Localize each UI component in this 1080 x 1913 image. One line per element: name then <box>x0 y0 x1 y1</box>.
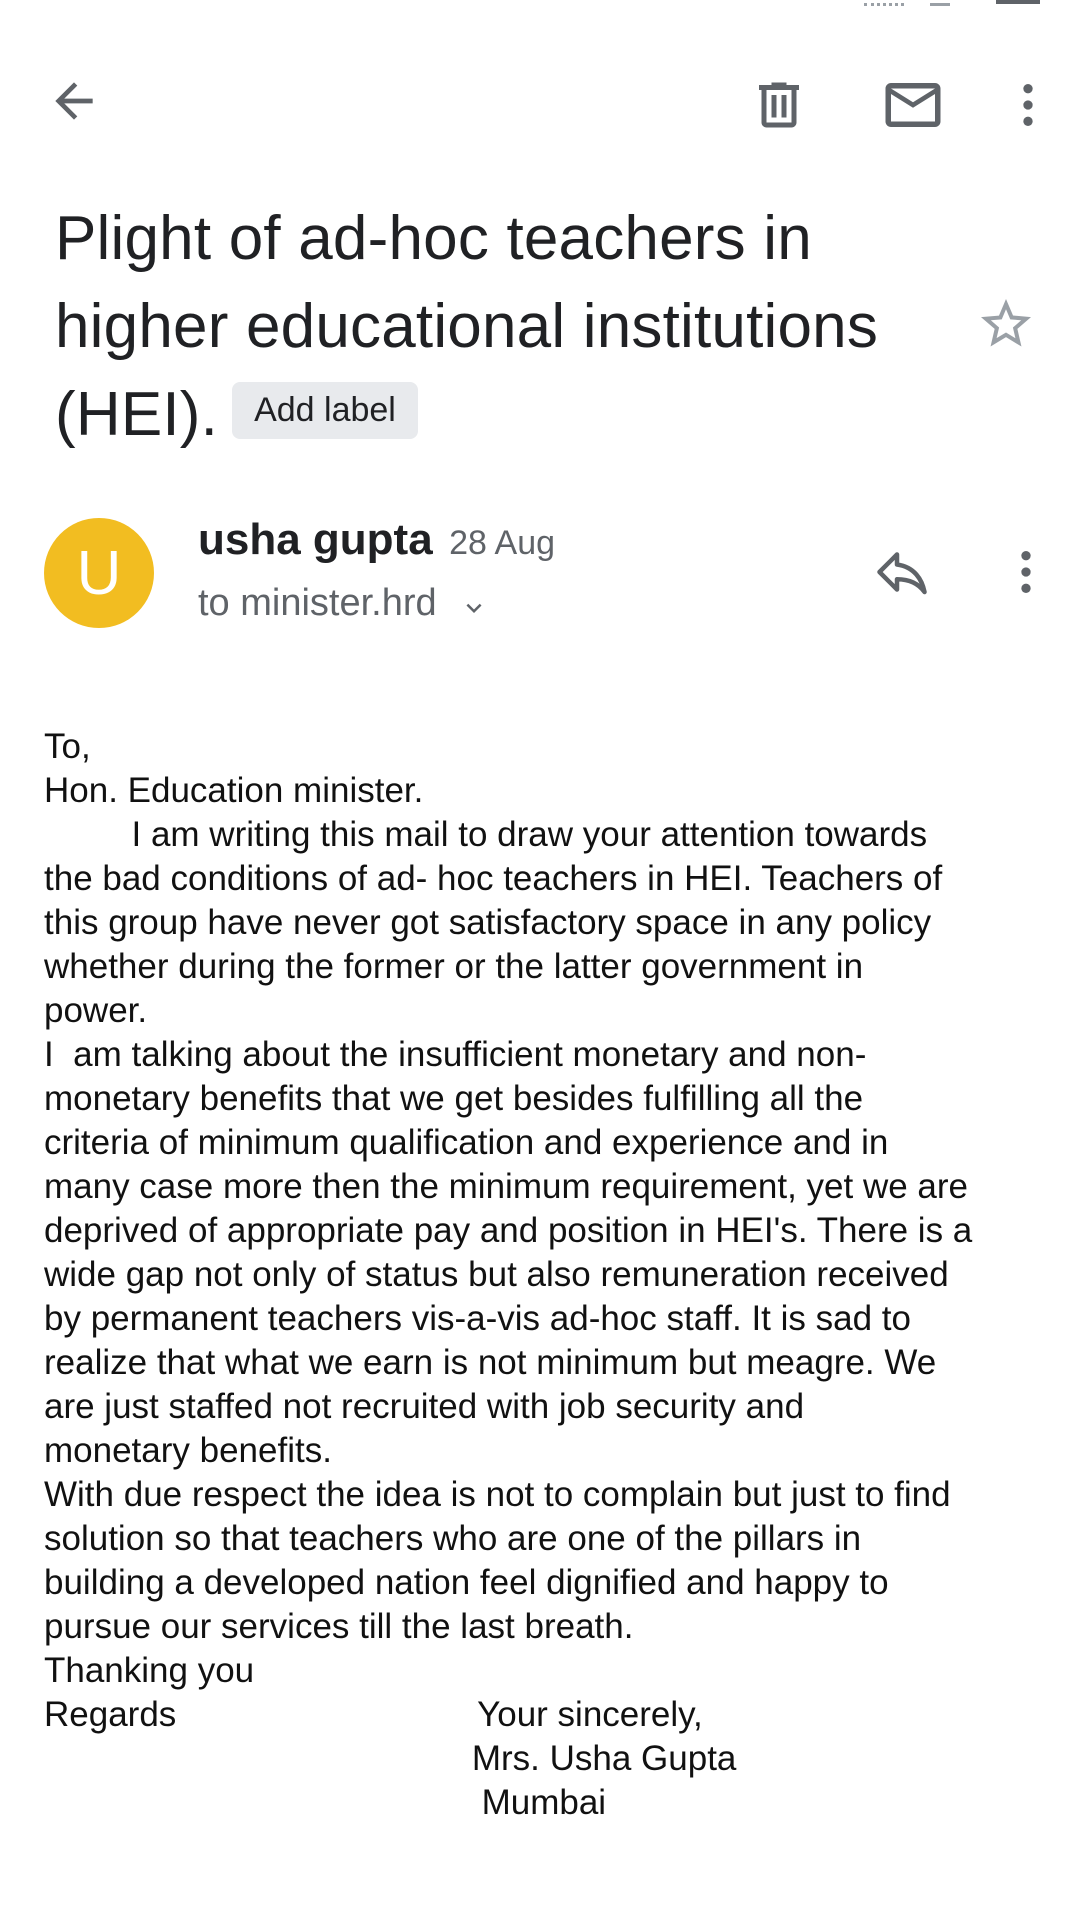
body-line: whether during the former or the latter government in <box>44 947 864 986</box>
status-bar <box>840 0 1040 10</box>
chevron-down-icon <box>459 593 489 623</box>
body-line: To, <box>44 727 91 766</box>
body-line: deprived of appropriate pay and position in HEI's. There is a <box>44 1211 973 1250</box>
message-body <box>44 725 1054 1825</box>
sender-line[interactable] <box>198 515 555 565</box>
back-button[interactable] <box>38 65 110 137</box>
subject-line: (HEI). <box>55 380 219 449</box>
body-line: solution so that teachers who are one of the pillars in <box>44 1519 862 1558</box>
subject-line: higher educational institutions <box>55 292 879 361</box>
recipient-text: to minister.hrd <box>198 582 437 624</box>
subject-line-with-label <box>55 371 935 459</box>
avatar-letter: U <box>76 538 122 608</box>
body-line: criteria of minimum qualification and experience and in <box>44 1123 889 1162</box>
mail-icon <box>880 72 946 138</box>
arrow-back-icon <box>46 73 102 129</box>
reply-icon <box>872 542 932 602</box>
body-line: realize that what we earn is not minimum but meagre. We <box>44 1343 937 1382</box>
body-line: I am talking about the insufficient monetary and non- <box>44 1035 867 1074</box>
body-line: Hon. Education minister. <box>44 771 424 810</box>
recipient-details-toggle[interactable] <box>198 582 489 625</box>
body-line: Mrs. Usha Gupta <box>44 1739 737 1778</box>
signal-icon <box>864 0 904 6</box>
body-line: monetary benefits that we get besides fulfilling all the <box>44 1079 864 1118</box>
top-app-bar <box>0 60 1080 150</box>
sender-name: usha gupta <box>198 515 433 564</box>
subject-line: Plight of ad-hoc teachers in <box>55 204 812 273</box>
more-vert-icon <box>1000 77 1056 133</box>
body-line: Mumbai <box>44 1783 607 1822</box>
sender-avatar[interactable] <box>44 518 154 628</box>
battery-icon <box>996 0 1040 4</box>
body-line: many case more then the minimum requirement, yet we are <box>44 1167 968 1206</box>
star-button[interactable] <box>972 290 1040 358</box>
star-outline-icon <box>976 294 1036 354</box>
sent-date: 28 Aug <box>449 524 556 562</box>
more-options-button[interactable] <box>992 69 1064 141</box>
body-line: are just staffed not recruited with job security and <box>44 1387 805 1426</box>
body-line: wide gap not only of status but also remuneration received <box>44 1255 949 1294</box>
trash-icon <box>749 75 809 135</box>
body-line: by permanent teachers vis-a-vis ad-hoc staff. It is sad to <box>44 1299 911 1338</box>
body-line: I am writing this mail to draw your attention towards <box>44 815 928 854</box>
body-line: this group have never got satisfactory space in any policy <box>44 903 932 942</box>
body-line: pursue our services till the last breath. <box>44 1607 634 1646</box>
add-label-chip[interactable]: Add label <box>232 382 418 439</box>
body-line: Regards Your sincerely, <box>44 1695 703 1734</box>
delete-button[interactable] <box>743 69 815 141</box>
body-line: With due respect the idea is not to complain but just to find <box>44 1475 951 1514</box>
body-line: building a developed nation feel dignified and happy to <box>44 1563 889 1602</box>
reply-button[interactable] <box>866 536 938 608</box>
message-more-button[interactable] <box>990 536 1062 608</box>
body-line: monetary benefits. <box>44 1431 332 1470</box>
email-subject <box>55 195 935 459</box>
body-line: Thanking you <box>44 1651 255 1690</box>
body-line: power. <box>44 991 148 1030</box>
body-line: the bad conditions of ad- hoc teachers in HEI. Teachers of <box>44 859 943 898</box>
mark-unread-button[interactable] <box>877 69 949 141</box>
wifi-icon <box>930 0 950 6</box>
more-vert-icon <box>998 544 1054 600</box>
